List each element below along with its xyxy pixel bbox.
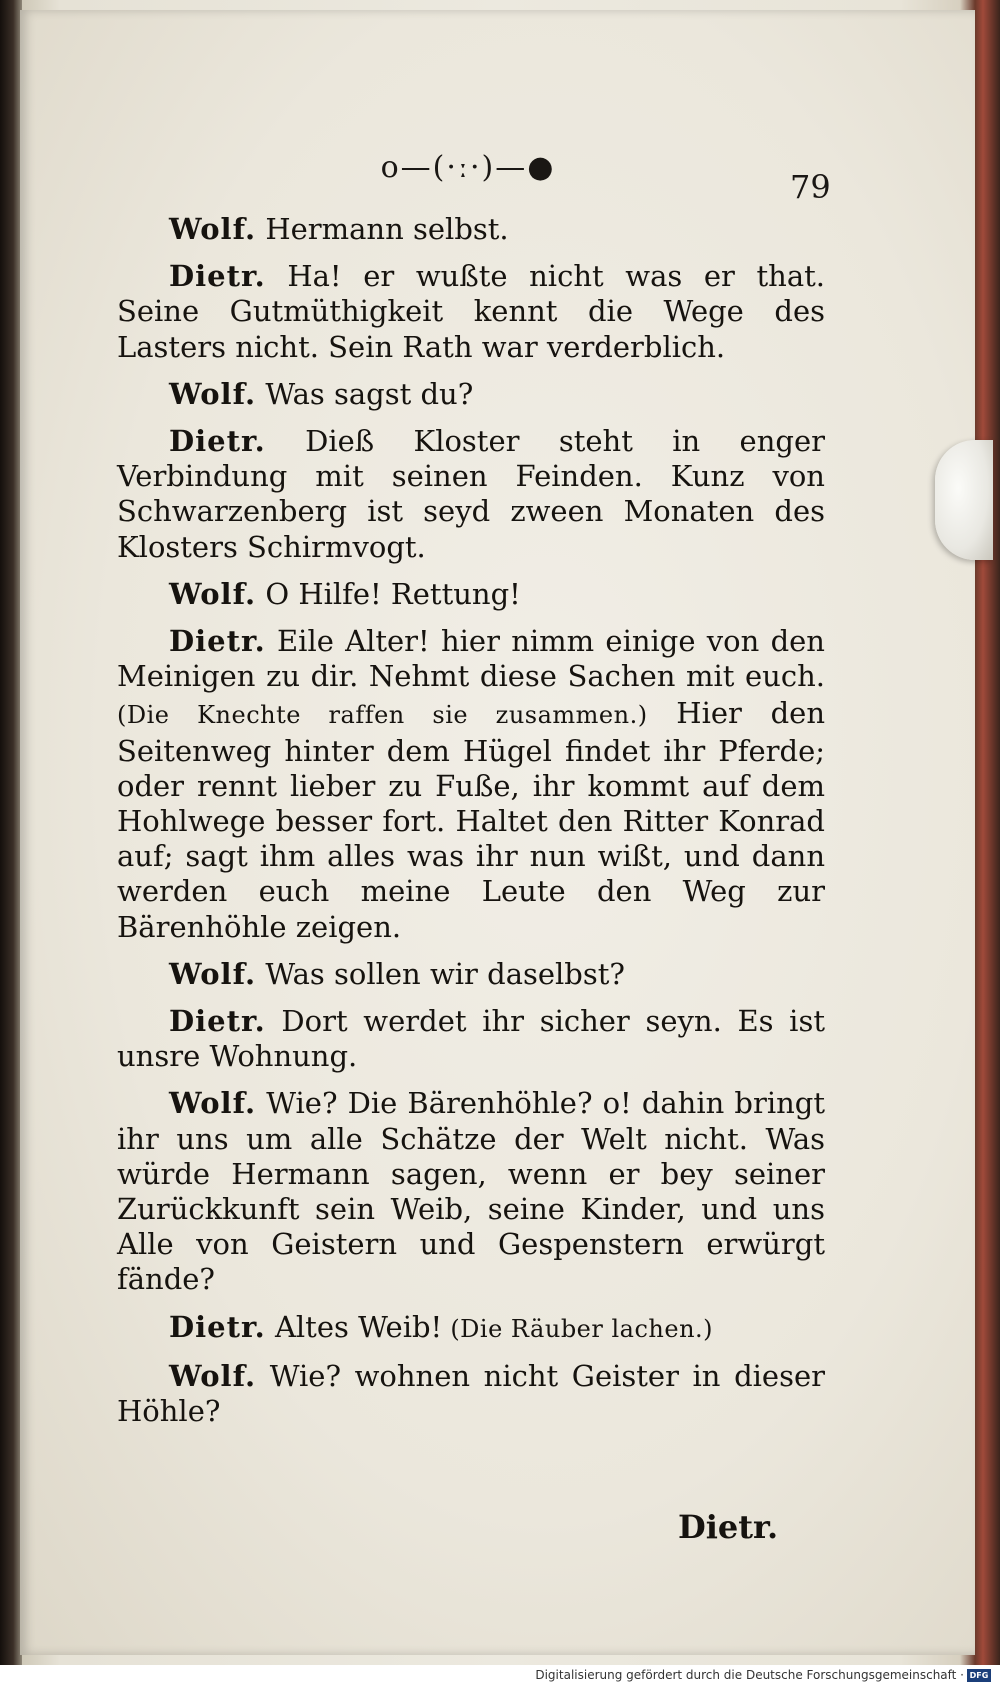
speaker-name: Dietr.	[169, 1309, 266, 1344]
line-text: Was sagst du?	[256, 376, 474, 411]
line-text: O Hilfe! Rettung!	[256, 576, 521, 611]
dialogue-entry	[117, 957, 825, 992]
dialogue-entry	[117, 624, 825, 945]
header-ornament: o—(·ː·)—●	[380, 150, 556, 185]
speaker-name: Dietr.	[169, 259, 266, 294]
page-clip	[935, 440, 993, 560]
facing-page-edge	[0, 0, 22, 1665]
line-text: Wie? wohnen nicht Geister in dieser Höhle?	[117, 1358, 825, 1429]
speaker-name: Wolf.	[169, 212, 257, 246]
dialogue-text	[117, 212, 825, 1441]
line-text: Ha! er wußte nicht was er that. Seine Gutmüthigkeit kennt die Wege des Lasters nicht. Sein Rath war verderblich.	[117, 259, 825, 364]
line-text: Hermann selbst.	[256, 212, 509, 246]
speaker-name: Wolf.	[169, 1358, 257, 1393]
dialogue-entry	[117, 1310, 825, 1347]
speaker-name: Dietr.	[169, 1004, 266, 1039]
dialogue-entry	[117, 1359, 825, 1429]
dialogue-entry	[117, 1004, 825, 1074]
funding-credit: Digitalisierung gefördert durch die Deutsche Forschungsgemeinschaft ·	[535, 1668, 964, 1682]
line-text: Altes Weib!	[265, 1309, 443, 1344]
stage-direction: (Die Knechte raffen sie zusammen.)	[117, 701, 648, 730]
dialogue-entry	[117, 377, 825, 412]
line-text: Dieß Kloster steht in enger Verbindung mit seinen Feinden. Kunz von Schwarzenberg ist seyd zween Monaten des Klosters Schirmvogt.	[117, 424, 825, 564]
dialogue-entry	[117, 577, 825, 612]
speaker-name: Dietr.	[169, 624, 266, 659]
speaker-name: Dietr.	[169, 424, 266, 459]
catchword: Dietr.	[678, 1508, 779, 1546]
line-text: Hier den Seitenweg hinter dem Hügel findet ihr Pferde; oder rennt lieber zu Fuße, ihr kommt auf dem Hohlwege besser fort. Haltet den Ritter Konrad auf; sagt ihm alles was ihr nun wißt, und dann werden euch meine Leute den Weg zur Bärenhöhle zeigen.	[117, 696, 825, 944]
line-text: Was sollen wir daselbst?	[256, 956, 625, 991]
page-number: 79	[790, 168, 831, 206]
dialogue-entry	[117, 259, 825, 365]
dfg-logo: DFG	[967, 1669, 991, 1682]
line-text: Eile Alter! hier nimm einige von den Meinigen zu dir. Nehmt diese Sachen mit euch.	[117, 624, 825, 694]
speaker-name: Wolf.	[169, 956, 257, 991]
dialogue-entry	[117, 212, 825, 247]
stage-direction: (Die Räuber lachen.)	[442, 1314, 714, 1343]
line-text: Dort werdet ihr sicher seyn. Es ist unsre Wohnung.	[117, 1004, 825, 1074]
speaker-name: Wolf.	[169, 1086, 257, 1121]
speaker-name: Wolf.	[169, 376, 257, 411]
speaker-name: Wolf.	[169, 576, 257, 611]
line-text: Wie? Die Bärenhöhle? o! dahin bringt ihr uns um alle Schätze der Welt nicht. Was würde Hermann sagen, wenn er bey seiner Zurückkunft sein Weib, seine Kinder, und uns Alle von Geistern und Gespenstern erwürgt fände?	[117, 1086, 825, 1297]
dialogue-entry	[117, 1086, 825, 1297]
dialogue-entry	[117, 424, 825, 565]
